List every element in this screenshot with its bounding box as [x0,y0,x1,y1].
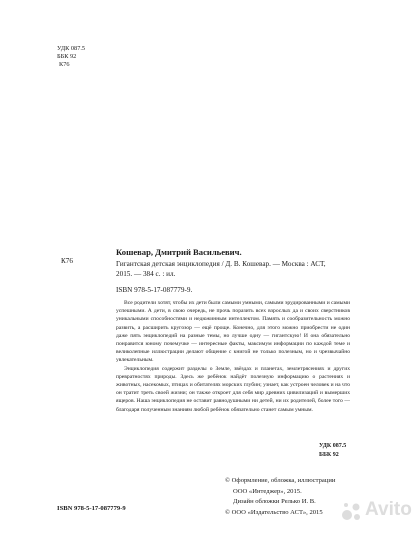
classification-index-top [57,45,85,69]
catalog-isbn: ISBN 978-5-17-087779-9. [116,286,193,294]
copyright-line: © Оформление, обложка, иллюстрации [225,477,336,484]
catalog-author-heading: Кошевар, Дмитрий Васильевич. [116,247,242,257]
classification-index-bottom [319,442,346,459]
bbk-code: ББК 92 [57,53,77,60]
copyright-line: © ООО «Издательство АСТ», 2015 [225,508,323,516]
author-sign: К76 [59,61,70,68]
udk-code: УДК 087.5 [319,443,347,449]
catalog-title-line: Гигантская детская энциклопедия / Д. В. Кошевар. — Москва : АСТ, [116,260,326,268]
catalog-bibliographic-description [116,259,396,279]
udk-code: УДК 087.5 [57,45,86,52]
copyright-block [225,476,335,518]
watermark-text: Avito [365,499,412,520]
avito-watermark [340,498,415,530]
abstract-paragraph: Энциклопедия содержит разделы о Земле, звёздах и планетах, землетрясениях и других превратностях природы. Здесь же ребёнок найдёт полезную информацию о растениях и животных, насекомых, птицах и обитателях морских глубин; узнает, как устроен человек и на что он тратит треть своей жизни; он также откроет для себя мир древних цивилизаций и вымерших ящеров. Наша энциклопедия не оставит равнодушными ни детей, ни их родителей, более того — благодаря полученным знаниям любой ребёнок обязательно станет самым умным. [116,365,350,413]
abstract-paragraph: Все родители хотят, чтобы их дети были самыми умными, самыми эрудированными и самыми успешными. А дети, в свою очередь, не прочь поразить всех взрослых да и своих сверстников уникальными способностями и недюжинным интеллектом. Память и сообразительность можно развить, а расширить кругозор — ещё проще. Конечно, для этого можно приобрести не один даже пять энциклопедий на разные темы, но лучше одну — гигантскую! И она обязательно понравится юному почемучке — интересные факты, максимум информации по каждой теме и великолепные иллюстрации делают общение с книгой не только полезным, но и чрезвычайно увлекательным. [116,300,350,364]
copyright-line: ООО «Интеджер», 2015. [233,487,302,495]
book-abstract [116,299,350,414]
bbk-code: ББК 92 [319,451,339,458]
avito-logo-icon [340,500,364,524]
isbn-footer: ISBN 978-5-17-087779-9 [57,505,126,512]
catalog-imprint-line: 2015. — 384 с. : ил. [116,270,176,278]
copyright-line: Дизайн обложки Релько И. В. [233,498,316,506]
catalog-author-sign: К76 [61,257,73,265]
